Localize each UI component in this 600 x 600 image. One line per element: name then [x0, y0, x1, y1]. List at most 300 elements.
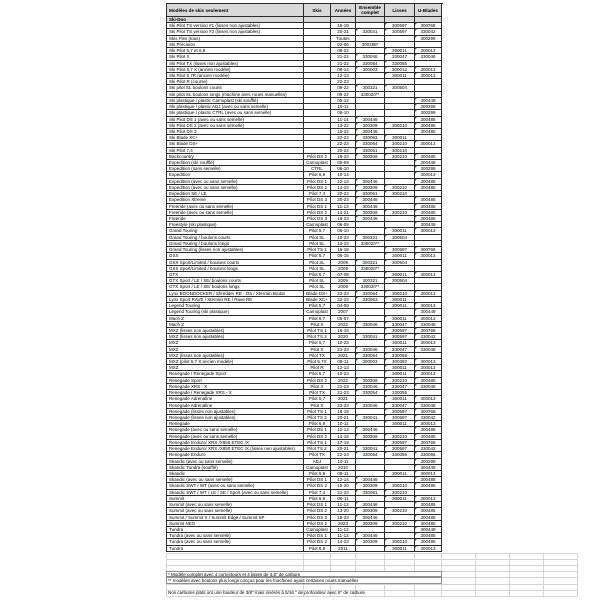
cell-text: Toutes — [336, 35, 350, 41]
error-triangle-icon — [415, 502, 417, 504]
error-triangle-icon — [385, 446, 387, 448]
error-triangle-icon — [415, 291, 417, 293]
error-triangle-icon — [415, 365, 417, 367]
cell-text: Lynx BOONDOCKER / Shredder RE - DS / Xterrain Brutal — [169, 290, 285, 296]
error-triangle-icon — [356, 502, 358, 504]
cell-text: 300597 — [391, 334, 408, 340]
error-triangle-icon — [385, 85, 387, 87]
cell-text: Renegade (avec ou sans semelle) — [169, 433, 238, 439]
cell-text: 300597 — [391, 327, 408, 333]
cell-text: 12-13 — [337, 178, 349, 184]
cell-text: 300485 — [420, 433, 436, 439]
error-triangle-icon — [415, 465, 417, 467]
error-triangle-icon — [415, 54, 417, 56]
cell-ensemble — [356, 546, 385, 552]
error-triangle-icon — [356, 353, 358, 355]
cell-text: 2011 — [338, 545, 348, 551]
cell-text: Pilot TS 1 — [307, 327, 327, 333]
cell-text: Pilot DS 1 — [306, 203, 327, 209]
footnote-long-bolts: ** modèles avec boulons plus longs conçus pour les machines ayant certaines roues manuelles — [168, 577, 359, 583]
cell-text: 300446 — [362, 514, 378, 520]
cell-text: Skis Flex (tous) — [169, 35, 201, 41]
error-triangle-icon — [415, 154, 417, 156]
cell-text: 300485 — [420, 539, 436, 545]
cell-text: 11-13 — [337, 502, 349, 508]
error-triangle-icon — [415, 483, 417, 485]
cell-text: 300011 — [392, 72, 407, 78]
error-triangle-icon — [356, 197, 358, 199]
cell-text: 300485 — [420, 533, 436, 539]
cell-text: 2010 — [337, 464, 348, 470]
cell-text: 300597 — [391, 415, 408, 420]
error-triangle-icon — [415, 459, 417, 461]
cell-text: 13-20 — [337, 508, 349, 514]
cell-text: 300011 — [392, 253, 407, 259]
cell-text: 300309 — [362, 539, 378, 545]
error-triangle-icon — [415, 216, 417, 218]
cell-text: 300013 — [420, 470, 436, 476]
cell-text: 300013 — [420, 141, 436, 147]
cell-text: 02-06 — [337, 41, 349, 47]
cell-text: 11-12 — [337, 526, 349, 532]
cell-text: Pilot 6,9 — [308, 470, 326, 476]
cell-text: 330047 — [391, 402, 408, 408]
cell-text: Pilot 5,7 — [308, 228, 326, 234]
cell-text: 22-23 — [337, 135, 349, 141]
cell-text: ADJ — [312, 458, 322, 464]
cell-text: Renegade (avec ou sans semelle) — [169, 427, 238, 433]
cell-text: Ski pilot SL boulons longs (machine avec roues manuelles) — [169, 91, 287, 97]
cell-text: 300013 — [420, 290, 436, 296]
cell-text: Pilot DS 2 — [306, 508, 327, 514]
error-triangle-icon — [356, 54, 358, 56]
cell-text: 16-19 — [337, 327, 349, 333]
cell-text: Pilot DS 1 — [306, 533, 327, 539]
error-triangle-icon — [385, 148, 387, 150]
cell-text: 300210 — [391, 191, 408, 197]
error-triangle-icon — [415, 29, 417, 31]
cell-text: 330047 — [391, 54, 408, 60]
cell-text: 300011 — [392, 421, 407, 427]
cell-text: Backcountry — [169, 153, 194, 159]
cell-text: 04-09 — [337, 303, 349, 309]
cell-text: Pilot DS 3 — [306, 216, 327, 221]
cell-text: 300011 — [392, 545, 407, 551]
cell-text: MXZ (lisses non ajustables) — [169, 334, 225, 340]
error-triangle-icon — [415, 166, 417, 168]
error-triangle-icon — [356, 135, 358, 137]
cell-text: 300597 — [391, 23, 408, 29]
cell-text: Pilot 5,7 — [308, 371, 326, 377]
error-triangle-icon — [385, 303, 387, 305]
table-header-row — [167, 4, 443, 17]
cell-text: Summit (avec ou sans semelle) — [169, 508, 232, 514]
cell-text: 330055 — [391, 352, 408, 358]
cell-text: 09-11 — [337, 470, 349, 476]
cell-text: 300011 — [392, 340, 407, 346]
cell-text: 2022 — [337, 377, 348, 383]
cell-text: Mach Z — [169, 321, 185, 327]
cell-text: Pilot TS 1 — [307, 439, 327, 445]
error-triangle-icon — [356, 403, 358, 405]
error-triangle-icon — [356, 204, 358, 206]
cell-text: Summit (avec ou sans semelle) — [169, 502, 232, 508]
error-triangle-icon — [356, 452, 358, 454]
cell-text: 10-23 — [337, 240, 349, 246]
cell-annees — [331, 546, 356, 552]
cell-text: 10-11 — [337, 104, 349, 110]
error-triangle-icon — [385, 23, 387, 25]
error-triangle-icon — [415, 384, 417, 386]
cell-text: 300446 — [362, 477, 378, 483]
cell-text: 330020** — [360, 265, 380, 271]
cell-text: Ski pilot SL boulons courts — [169, 85, 222, 91]
empty-grid-cell — [544, 591, 578, 597]
cell-text: Ski Précision — [169, 41, 196, 47]
error-triangle-icon — [415, 533, 417, 535]
cell-text: 300210 — [391, 539, 408, 545]
cell-text: 300768 — [420, 327, 436, 333]
cell-text: 300309 — [362, 508, 378, 514]
cell-text: 300013 — [420, 365, 436, 371]
error-triangle-icon — [415, 222, 417, 224]
cell-text: 20-22 — [337, 147, 349, 153]
error-triangle-icon — [356, 347, 358, 349]
cell-text: 300013 — [420, 72, 436, 78]
cell-text: Pilot 5,7 — [308, 396, 326, 402]
error-triangle-icon — [385, 384, 387, 386]
cell-text: Renegade / Renegade Sport — [169, 371, 227, 377]
error-triangle-icon — [385, 409, 387, 411]
cell-text: 330048 — [420, 321, 436, 327]
cell-text: Camoplast — [306, 309, 328, 315]
error-triangle-icon — [385, 415, 387, 417]
cell-text: Blade XC+ — [306, 296, 328, 302]
cell-text: 330054 — [362, 390, 378, 396]
cell-text: Pilot DS 2 — [306, 153, 327, 159]
error-triangle-icon — [385, 396, 387, 398]
error-triangle-icon — [415, 98, 417, 100]
cell-text: 330061 — [362, 147, 378, 153]
cell-text: 300485 — [420, 209, 436, 215]
cell-text: MXZ — [169, 340, 179, 346]
cell-text: 300449 — [420, 526, 436, 532]
error-triangle-icon — [385, 141, 387, 143]
error-triangle-icon — [415, 378, 417, 380]
cell-text: 300013 — [420, 545, 436, 551]
empty-grid-cell — [385, 591, 415, 597]
error-triangle-icon — [415, 446, 417, 448]
cell-text: 300321 — [362, 278, 378, 284]
cell-text: 300011 — [392, 271, 407, 277]
cell-text: 300003 — [362, 359, 378, 365]
cell-text: Ski Pilot DS 2 (avec ou sans semelle) — [169, 122, 245, 128]
cell-text: Pilot 5,7 — [308, 271, 326, 277]
cell-text: 15-22 — [337, 128, 349, 134]
cell-text: 330047 — [391, 346, 408, 352]
error-triangle-icon — [415, 204, 417, 206]
cell-text: 300309 — [362, 153, 378, 159]
cell-text: 300288* — [361, 41, 379, 47]
cell-text: Pilot 5,7 — [308, 340, 326, 346]
cell-text: Pilot SL — [309, 265, 325, 271]
error-triangle-icon — [385, 123, 387, 125]
error-triangle-icon — [356, 185, 358, 187]
cell-text: 300449 — [420, 97, 436, 103]
cell-text: Grand Touring / boulons courts — [169, 234, 231, 240]
cell-text: Pilot 6,9 — [308, 495, 326, 501]
cell-text: Pilot SL — [309, 284, 325, 290]
cell-text: 330047 — [391, 321, 408, 327]
cell-text: 300382 — [391, 359, 408, 365]
cell-text: 300210 — [391, 433, 408, 439]
error-triangle-icon — [415, 427, 417, 429]
cell-text: 300485 — [420, 520, 436, 526]
cell-text: 300446 — [362, 502, 378, 508]
cell-text: Pilot 5,7X — [307, 359, 327, 365]
cell-text: 300210 — [391, 489, 408, 495]
cell-text: 300011 — [392, 315, 407, 321]
cell-text: 300321 — [362, 234, 378, 240]
cell-text: Pilot 5,7 — [308, 315, 326, 321]
cell-text: 300013 — [420, 421, 436, 427]
error-triangle-icon — [415, 322, 417, 324]
cell-text: 300299 — [420, 104, 436, 110]
error-triangle-icon — [415, 546, 417, 548]
cell-text: 300768 — [420, 247, 436, 253]
cell-text: Pilot TX — [309, 452, 325, 458]
cell-text: 300309 — [362, 209, 378, 215]
error-triangle-icon — [385, 539, 387, 541]
error-triangle-icon — [385, 328, 387, 330]
cell-text: 300485 — [420, 508, 436, 514]
cell-ublades — [415, 546, 442, 552]
error-triangle-icon — [356, 521, 358, 523]
error-triangle-icon — [415, 334, 417, 336]
cell-text: Pilot SL — [309, 240, 325, 246]
cell-text: 300597 — [391, 408, 408, 414]
cell-text: 06-22 — [337, 48, 349, 54]
header-ublades: U-Blades — [415, 4, 442, 17]
cell-text: 300446 — [362, 116, 378, 122]
error-triangle-icon — [415, 316, 417, 318]
cell-text: 300768 — [420, 408, 436, 414]
cell-text: Grand Touring / boulons longs — [169, 240, 229, 246]
cell-text: Expedition (sans semelle) — [169, 166, 221, 172]
error-triangle-icon — [415, 104, 417, 106]
error-triangle-icon — [356, 210, 358, 212]
error-triangle-icon — [385, 54, 387, 56]
error-triangle-icon — [415, 403, 417, 405]
cell-text: 16-18 — [337, 247, 349, 253]
cell-text: Renegade / Renegade XRS - X — [169, 390, 232, 396]
error-triangle-icon — [385, 471, 387, 473]
cell-text: 300449 — [420, 464, 436, 470]
cell-text: 300013 — [420, 172, 436, 178]
error-triangle-icon — [356, 191, 358, 193]
cell-text: 300485 — [420, 216, 436, 221]
empty-grid-cell — [476, 591, 510, 597]
cell-text: 16-19 — [337, 23, 349, 29]
cell-text: 330046 — [362, 54, 378, 60]
cell-text: Pilot DS 2 — [306, 483, 327, 489]
error-triangle-icon — [356, 477, 358, 479]
table-row — [167, 546, 443, 552]
error-triangle-icon — [415, 123, 417, 125]
cell-text: Pilot TX — [309, 352, 325, 358]
cell-text: Pilot 7,4 — [308, 191, 326, 197]
cell-text: 330042 — [420, 334, 436, 340]
cell-text: 300446 — [362, 427, 378, 433]
cell-text: GTX Sport / LE / SE/ boulons courts — [169, 278, 242, 284]
cell-text: 06-10 — [337, 228, 349, 234]
error-triangle-icon — [385, 272, 387, 274]
header-annees: Années — [331, 4, 356, 17]
cell-text: 330056 — [420, 452, 436, 458]
cell-text: 330048 — [420, 346, 436, 352]
cell-text: 300504 — [391, 259, 408, 265]
error-triangle-icon — [415, 508, 417, 510]
error-triangle-icon — [385, 334, 387, 336]
cell-text: 10-14 — [337, 172, 349, 178]
cell-text: 300210 — [391, 122, 408, 128]
section-label: Ski-Doo — [167, 17, 304, 23]
cell-text: 300309 — [362, 377, 378, 383]
cell-text: Renegade Enduro — [169, 452, 206, 458]
cell-text: 300768 — [420, 23, 436, 29]
cell-text: Pilot SL — [309, 234, 325, 240]
error-triangle-icon — [356, 278, 358, 280]
error-triangle-icon — [356, 322, 358, 324]
cell-text: MXZ — [169, 346, 179, 352]
cell-text: 300485 — [420, 502, 436, 508]
error-triangle-icon — [356, 334, 358, 336]
cell-text: Renegade (lisses non ajustables) — [169, 408, 236, 414]
error-triangle-icon — [356, 297, 358, 299]
cell-text: Tundra — [169, 545, 184, 551]
cell-text: Pilot X — [310, 383, 324, 389]
error-triangle-icon — [385, 434, 387, 436]
cell-text: 300210 — [391, 153, 408, 159]
cell-text: 2021 — [337, 396, 348, 402]
cell-text: 14-23 — [337, 539, 349, 545]
error-triangle-icon — [385, 483, 387, 485]
error-triangle-icon — [385, 291, 387, 293]
cell-text: 300485 — [420, 128, 436, 134]
cell-text: Grand Touring (lisses non ajustables) — [169, 247, 244, 253]
error-triangle-icon — [356, 359, 358, 361]
error-triangle-icon — [385, 210, 387, 212]
error-triangle-icon — [356, 378, 358, 380]
cell-text: Pilot DS 1 — [306, 178, 327, 184]
cell-text: 300013 — [420, 371, 436, 377]
cell-text: Pilot 7,4 — [308, 489, 326, 495]
cell-text: 300321 — [362, 85, 378, 91]
cell-text: 330063 — [362, 135, 378, 141]
cell-text: Skandic SWT / WT / LE / SE / Sport (avec ou sans semelle) — [169, 489, 288, 495]
error-triangle-icon — [385, 421, 387, 423]
cell-text: Expedition SE / LE — [169, 191, 207, 197]
cell-text: Pilot DS 3 — [306, 197, 327, 203]
cell-text: 12-14 — [337, 477, 349, 483]
cell-text: 300485 — [420, 203, 436, 209]
cell-text: 300012 — [391, 66, 408, 72]
cell-text: 300485 — [420, 483, 436, 489]
cell-text: Ski plastique / plastic CTRL (avec ou sans semelle) — [169, 110, 272, 116]
cell-text: 300013 — [420, 359, 436, 365]
cell-text: 10-23 — [337, 340, 349, 346]
cell-text: Pilot DS 2 — [306, 209, 327, 215]
cell-text: 300013 — [420, 66, 436, 72]
cell-text: Pilot SL — [309, 259, 325, 265]
cell-text: 09-22 — [337, 85, 349, 91]
cell-text: 11-13 — [337, 533, 349, 539]
cell-text: Pilot DS 2 — [306, 184, 327, 190]
cell-text: Renegade Sport — [169, 377, 202, 383]
cell-text: 10-11 — [337, 421, 349, 427]
error-triangle-icon — [385, 490, 387, 492]
cell-text: 06-11 — [337, 495, 349, 501]
error-triangle-icon — [385, 378, 387, 380]
cell-text: 330055 — [391, 390, 408, 396]
cell-text: 2023 — [337, 520, 348, 526]
cell-text: 300485 — [420, 184, 436, 190]
error-triangle-icon — [385, 191, 387, 193]
cell-text: Pilot DS 1 — [306, 477, 327, 483]
cell-text: 330061 — [362, 489, 378, 495]
cell-text: 10-23 — [337, 234, 349, 240]
cell-text: Camoplast — [306, 526, 328, 532]
error-triangle-icon — [356, 390, 358, 392]
error-triangle-icon — [385, 48, 387, 50]
cell-text: 300210 — [391, 184, 408, 190]
cell-text: 2022 — [337, 321, 348, 327]
cell-text: Pilot X — [310, 402, 324, 408]
cell-text: 330048 — [420, 54, 436, 60]
cell-text: Skandic (avec ou sans semelle) — [169, 458, 233, 464]
cell-text: 06-15 — [337, 253, 349, 259]
header-ensemble-complet: Ensemble complet — [356, 4, 385, 17]
cell-text: 300210 — [391, 290, 408, 296]
cell-text: 10-23 — [337, 371, 349, 377]
cell-text: Pilot TX — [309, 390, 325, 396]
error-triangle-icon — [385, 340, 387, 342]
error-triangle-icon — [415, 247, 417, 249]
cell-text: 330041 — [362, 415, 378, 420]
cell-text: Mach Z — [169, 315, 185, 321]
cell-text: GTX — [169, 271, 179, 277]
cell-text: Pilot R — [310, 365, 324, 371]
cell-text: 2021 — [337, 352, 348, 358]
cell-text: Camoplast — [306, 160, 328, 166]
error-triangle-icon — [385, 322, 387, 324]
cell-text: Pilot TS 2 — [307, 415, 327, 420]
error-triangle-icon — [415, 359, 417, 361]
cell-text: Pilot DS 3 — [306, 514, 327, 520]
cell-text: 300011 — [392, 135, 407, 141]
cell-text: Skandic SWT / WT (avec ou sans semelle) — [169, 483, 255, 489]
cell-text: 300013 — [420, 396, 436, 402]
error-triangle-icon — [356, 483, 358, 485]
error-triangle-icon — [385, 29, 387, 31]
cell-text: Pilot SL — [309, 278, 325, 284]
cell-text: Pilot TS 2 — [307, 334, 327, 340]
cell-text: 300299 — [420, 110, 436, 116]
cell-text: 2007 — [337, 309, 348, 315]
cell-text: 12-13 — [337, 72, 349, 78]
cell-text: Ski Pilot X — [169, 54, 190, 60]
cell-text: Freeride — [169, 216, 186, 221]
